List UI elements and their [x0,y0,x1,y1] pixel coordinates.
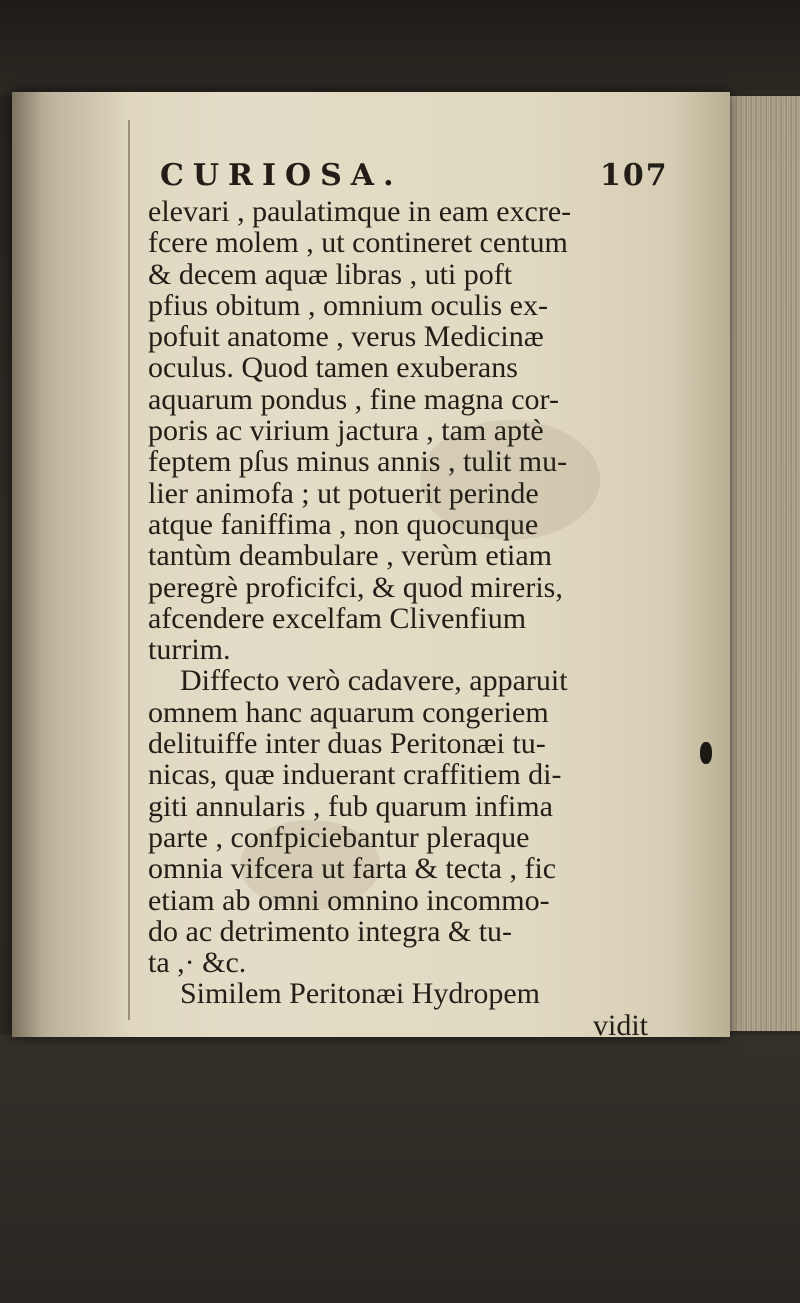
text-line: peregrè proficifci, & quod mireris, [148,570,563,604]
text-line: afcendere excelfam Clivenfium [148,601,527,635]
text-line: feptem pſus minus annis , tulit mu- [148,445,568,479]
text-line: poris ac virium jactura , tam aptè [148,414,544,448]
running-head: CURIOSA. [160,158,403,193]
text-line: lier animofa ; ut potuerit perinde [148,476,539,510]
text-line: turrim. [148,633,231,667]
gutter-line [128,120,130,1020]
text-line: ta ,· &c. [148,946,247,980]
page-number: 107 [600,158,669,193]
text-line: aquarum pondus , fine magna cor- [148,382,559,416]
text-line: atque faniffima , non quocunque [148,507,539,541]
book-cover-top [0,0,800,95]
text-line: parte , confpiciebantur pleraque [148,820,530,854]
text-line: nicas, quæ induerant craffitiem di- [148,758,562,792]
text-line: pofuit anatome , verus Medicinæ [148,320,544,354]
page-header [160,158,720,198]
ink-blot [700,742,712,764]
text-line: oculus. Quod tamen exuberans [148,351,518,385]
text-line: delituiffe inter duas Peritonæi tu- [148,727,546,761]
page-gutter-shadow [12,92,132,1037]
catchword: vidit [592,1008,648,1042]
text-line: fcere molem , ut contineret centum [148,226,568,260]
text-line: & decem aquæ libras , uti poft [148,257,513,291]
text-line: giti annularis , fub quarum infima [148,789,553,823]
paragraph-start-line: Diffecto verò cadavere, apparuit [180,664,568,698]
text-line: pfius obitum , omnium oculis ex- [148,288,548,322]
text-line: do ac detrimento integra & tu- [148,914,513,948]
paragraph-start-line: Similem Peritonæi Hydropem [180,977,540,1011]
text-line: tantùm deambulare , verùm etiam [148,539,553,573]
text-line: omnem hanc aquarum congeriem [148,695,549,729]
text-line: elevari , paulatimque in eam excre- [148,195,572,228]
text-line: etiam ab omni omnino incommo- [148,883,550,917]
page-edges [728,96,800,1031]
body-text [148,196,728,1041]
book-cover-bottom [0,1035,800,1303]
text-line: omnia vifcera ut farta & tecta , fic [148,852,557,886]
